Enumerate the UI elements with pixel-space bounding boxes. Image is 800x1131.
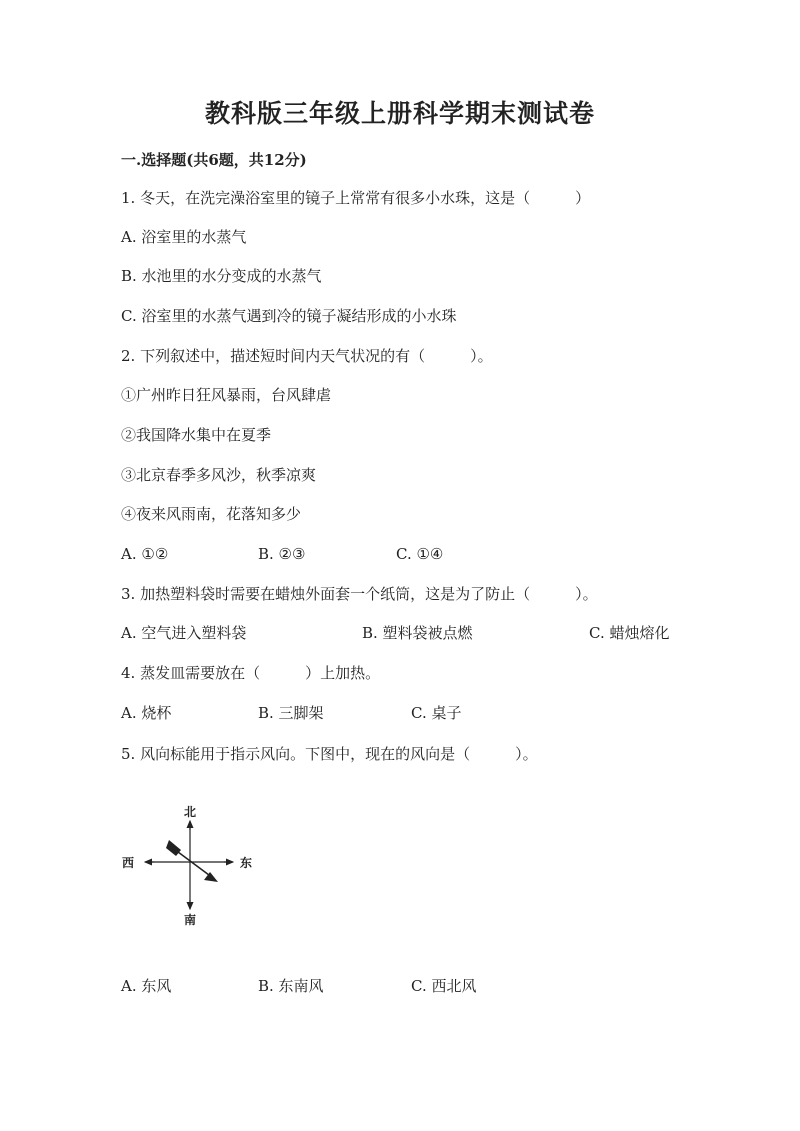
- question-3-option-c: C. 蜡烛熔化: [589, 624, 670, 642]
- question-5-option-a: A. 东风: [121, 977, 172, 995]
- question-4-option-c: C. 桌子: [411, 704, 462, 722]
- wind-vane-icon: [166, 840, 218, 882]
- question-1-option-c: C. 浴室里的水蒸气遇到冷的镜子凝结形成的小水珠: [121, 307, 457, 325]
- question-4-option-a: A. 烧杯: [121, 704, 172, 722]
- page-title: 教科版三年级上册科学期末测试卷: [204, 99, 595, 128]
- question-5-option-c: C. 西北风: [411, 977, 477, 995]
- question-2-item-4: ④夜来风雨南，花落知多少: [121, 505, 302, 523]
- compass-label-east: 东: [240, 856, 253, 870]
- question-5-stem: 5. 风向标能用于指示风向。下图中，现在的风向是（ ）。: [121, 745, 538, 763]
- compass-label-west: 西: [122, 856, 135, 870]
- section-heading-choice: 一.选择题(共6题，共12分): [121, 151, 307, 169]
- question-2-item-3: ③北京春季多风沙，秋季凉爽: [121, 466, 317, 484]
- question-3-option-b: B. 塑料袋被点燃: [362, 624, 473, 642]
- question-4-option-b: B. 三脚架: [258, 704, 324, 722]
- question-3-option-a: A. 空气进入塑料袋: [121, 624, 247, 642]
- question-1-option-a: A. 浴室里的水蒸气: [121, 228, 247, 246]
- question-2-item-2: ②我国降水集中在夏季: [121, 426, 272, 444]
- question-3-stem: 3. 加热塑料袋时需要在蜡烛外面套一个纸筒，这是为了防止（ ）。: [121, 585, 598, 603]
- question-1-option-b: B. 水池里的水分变成的水蒸气: [121, 267, 322, 285]
- wind-vane-compass-figure: [118, 800, 268, 930]
- compass-label-south: 南: [184, 913, 197, 927]
- question-2-option-c: C. ①④: [396, 545, 444, 563]
- question-2-option-a: A. ①②: [121, 545, 169, 563]
- question-2-stem: 2. 下列叙述中，描述短时间内天气状况的有（ ）。: [121, 347, 493, 365]
- question-1-stem: 1. 冬天，在洗完澡浴室里的镜子上常常有很多小水珠，这是（ ）: [121, 189, 591, 207]
- compass-label-north: 北: [184, 805, 197, 819]
- question-4-stem: 4. 蒸发皿需要放在（ ）上加热。: [121, 664, 381, 682]
- question-2-option-b: B. ②③: [258, 545, 306, 563]
- question-5-option-b: B. 东南风: [258, 977, 324, 995]
- question-2-item-1: ①广州昨日狂风暴雨，台风肆虐: [121, 386, 332, 404]
